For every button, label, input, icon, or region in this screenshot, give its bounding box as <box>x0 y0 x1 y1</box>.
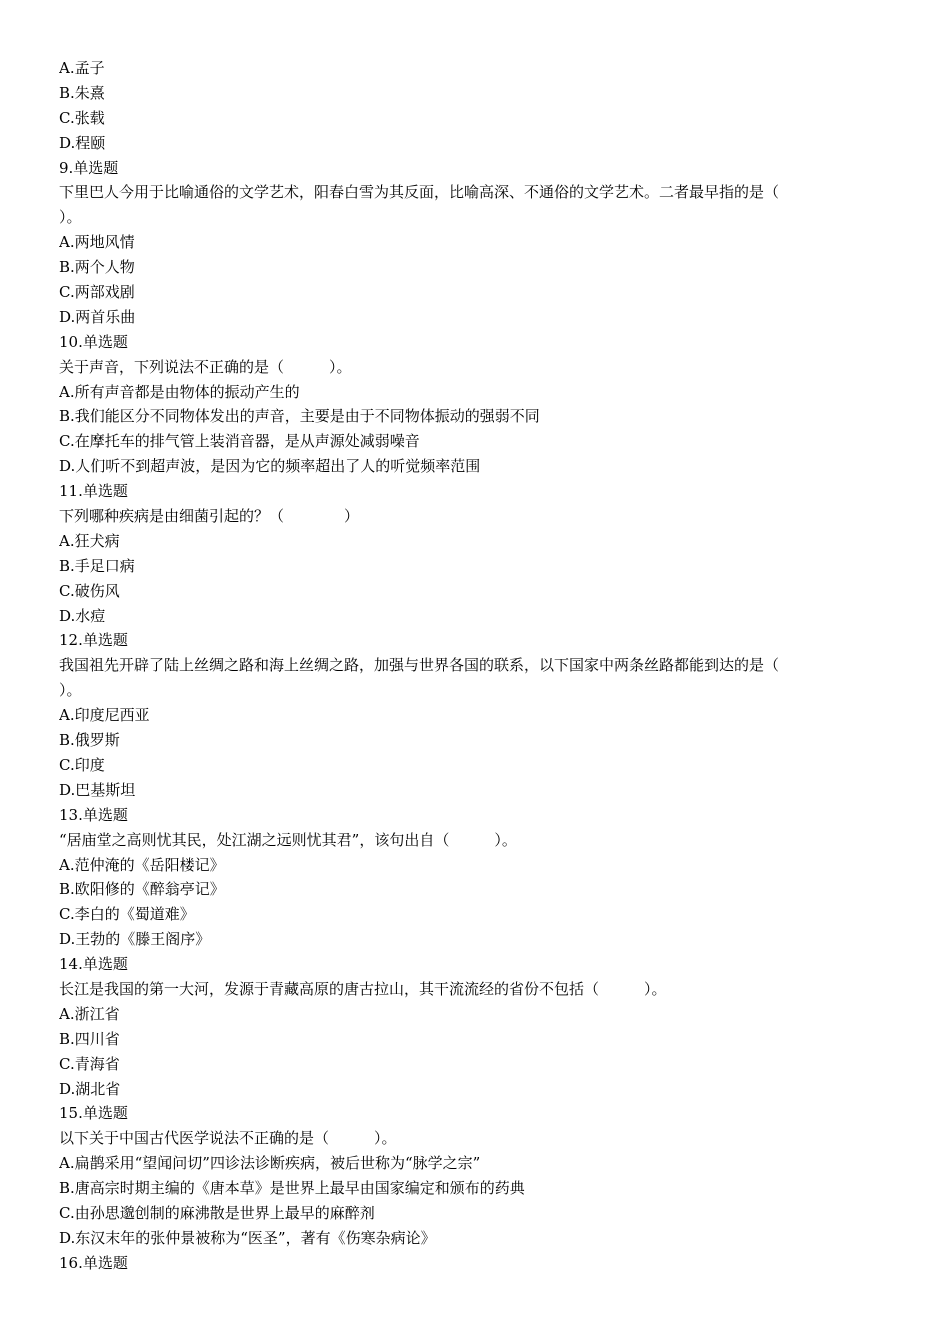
option-b: B.我们能区分不同物体发出的声音，主要是由于不同物体振动的强弱不同 <box>59 407 540 426</box>
question-11 <box>59 479 867 628</box>
question-stem-line: 我国祖先开辟了陆上丝绸之路和海上丝绸之路，加强与世界各国的联系，以下国家中两条丝路都能到达的是（ <box>59 656 780 675</box>
question-stem-line: 以下关于中国古代医学说法不正确的是（ ）。 <box>59 1129 397 1148</box>
question-stem-line: 下里巴人今用于比喻通俗的文学艺术，阳春白雪为其反面，比喻高深、不通俗的文学艺术。二者最早指的是（ <box>59 183 780 202</box>
question-stem-line: 下列哪种疾病是由细菌引起的？（ ） <box>59 507 360 526</box>
question-14 <box>59 952 867 1101</box>
option-d: D.东汉末年的张仲景被称为“医圣”，著有《伤寒杂病论》 <box>59 1228 436 1247</box>
option-c: C.两部戏剧 <box>59 283 135 302</box>
question-header: 10.单选题 <box>59 332 128 351</box>
option-a: A.浙江省 <box>59 1004 120 1023</box>
question-header: 14.单选题 <box>59 955 128 974</box>
option-c: C.破伤风 <box>59 581 120 600</box>
question-13 <box>59 803 867 952</box>
option-a: A.两地风情 <box>59 233 135 252</box>
option-c: C.由孙思邈创制的麻沸散是世界上最早的麻醉剂 <box>59 1203 375 1222</box>
option-b: B.欧阳修的《醉翁亭记》 <box>59 880 225 899</box>
option-d: D.人们听不到超声波，是因为它的频率超出了人的听觉频率范围 <box>59 457 481 476</box>
question-stem-line: 长江是我国的第一大河，发源于青藏高原的唐古拉山，其干流流经的省份不包括（ ）。 <box>59 979 667 998</box>
previous-question-options <box>59 56 867 156</box>
option-b: B.朱熹 <box>59 83 105 102</box>
option-d: D.程颐 <box>59 133 106 152</box>
question-stem-line: ）。 <box>59 208 82 227</box>
option-c: C.李白的《蜀道难》 <box>59 905 195 924</box>
option-d: D.水痘 <box>59 606 106 625</box>
option-d: D.王勃的《滕王阁序》 <box>59 930 211 949</box>
question-header: 16.单选题 <box>59 1253 128 1272</box>
option-c: C.印度 <box>59 755 105 774</box>
question-header: 13.单选题 <box>59 805 128 824</box>
option-b: B.唐高宗时期主编的《唐本草》是世界上最早由国家编定和颁布的药典 <box>59 1179 525 1198</box>
document-body <box>59 56 867 1276</box>
option-c: C.青海省 <box>59 1054 120 1073</box>
option-b: B.手足口病 <box>59 556 135 575</box>
question-header: 11.单选题 <box>59 482 128 501</box>
question-12 <box>59 628 867 802</box>
option-a: A.孟子 <box>59 59 105 77</box>
option-b: B.俄罗斯 <box>59 731 120 750</box>
question-9 <box>59 156 867 330</box>
option-a: A.所有声音都是由物体的振动产生的 <box>59 382 300 401</box>
question-stem-line: 关于声音，下列说法不正确的是（ ）。 <box>59 357 352 376</box>
option-c: C.在摩托车的排气管上装消音器，是从声源处减弱噪音 <box>59 432 420 451</box>
question-stem-line: “居庙堂之高则忧其民，处江湖之远则忧其君”，该句出自（ ）。 <box>59 830 517 849</box>
question-header: 12.单选题 <box>59 631 128 650</box>
option-b: B.四川省 <box>59 1029 120 1048</box>
option-c: C.张载 <box>59 108 105 127</box>
option-a: A.范仲淹的《岳阳楼记》 <box>59 855 225 874</box>
question-10 <box>59 330 867 479</box>
question-stem-line: ）。 <box>59 681 82 700</box>
question-header: 15.单选题 <box>59 1104 128 1123</box>
question-15 <box>59 1101 867 1250</box>
question-16 <box>59 1251 867 1276</box>
option-d: D.湖北省 <box>59 1079 121 1098</box>
option-d: D.两首乐曲 <box>59 307 136 326</box>
option-a: A.扁鹊采用“望闻问切”四诊法诊断疾病，被后世称为“脉学之宗” <box>59 1154 481 1173</box>
option-a: A.印度尼西亚 <box>59 706 150 725</box>
option-b: B.两个人物 <box>59 258 135 277</box>
question-header: 9.单选题 <box>59 158 119 177</box>
option-d: D.巴基斯坦 <box>59 780 136 799</box>
option-a: A.狂犬病 <box>59 531 120 550</box>
